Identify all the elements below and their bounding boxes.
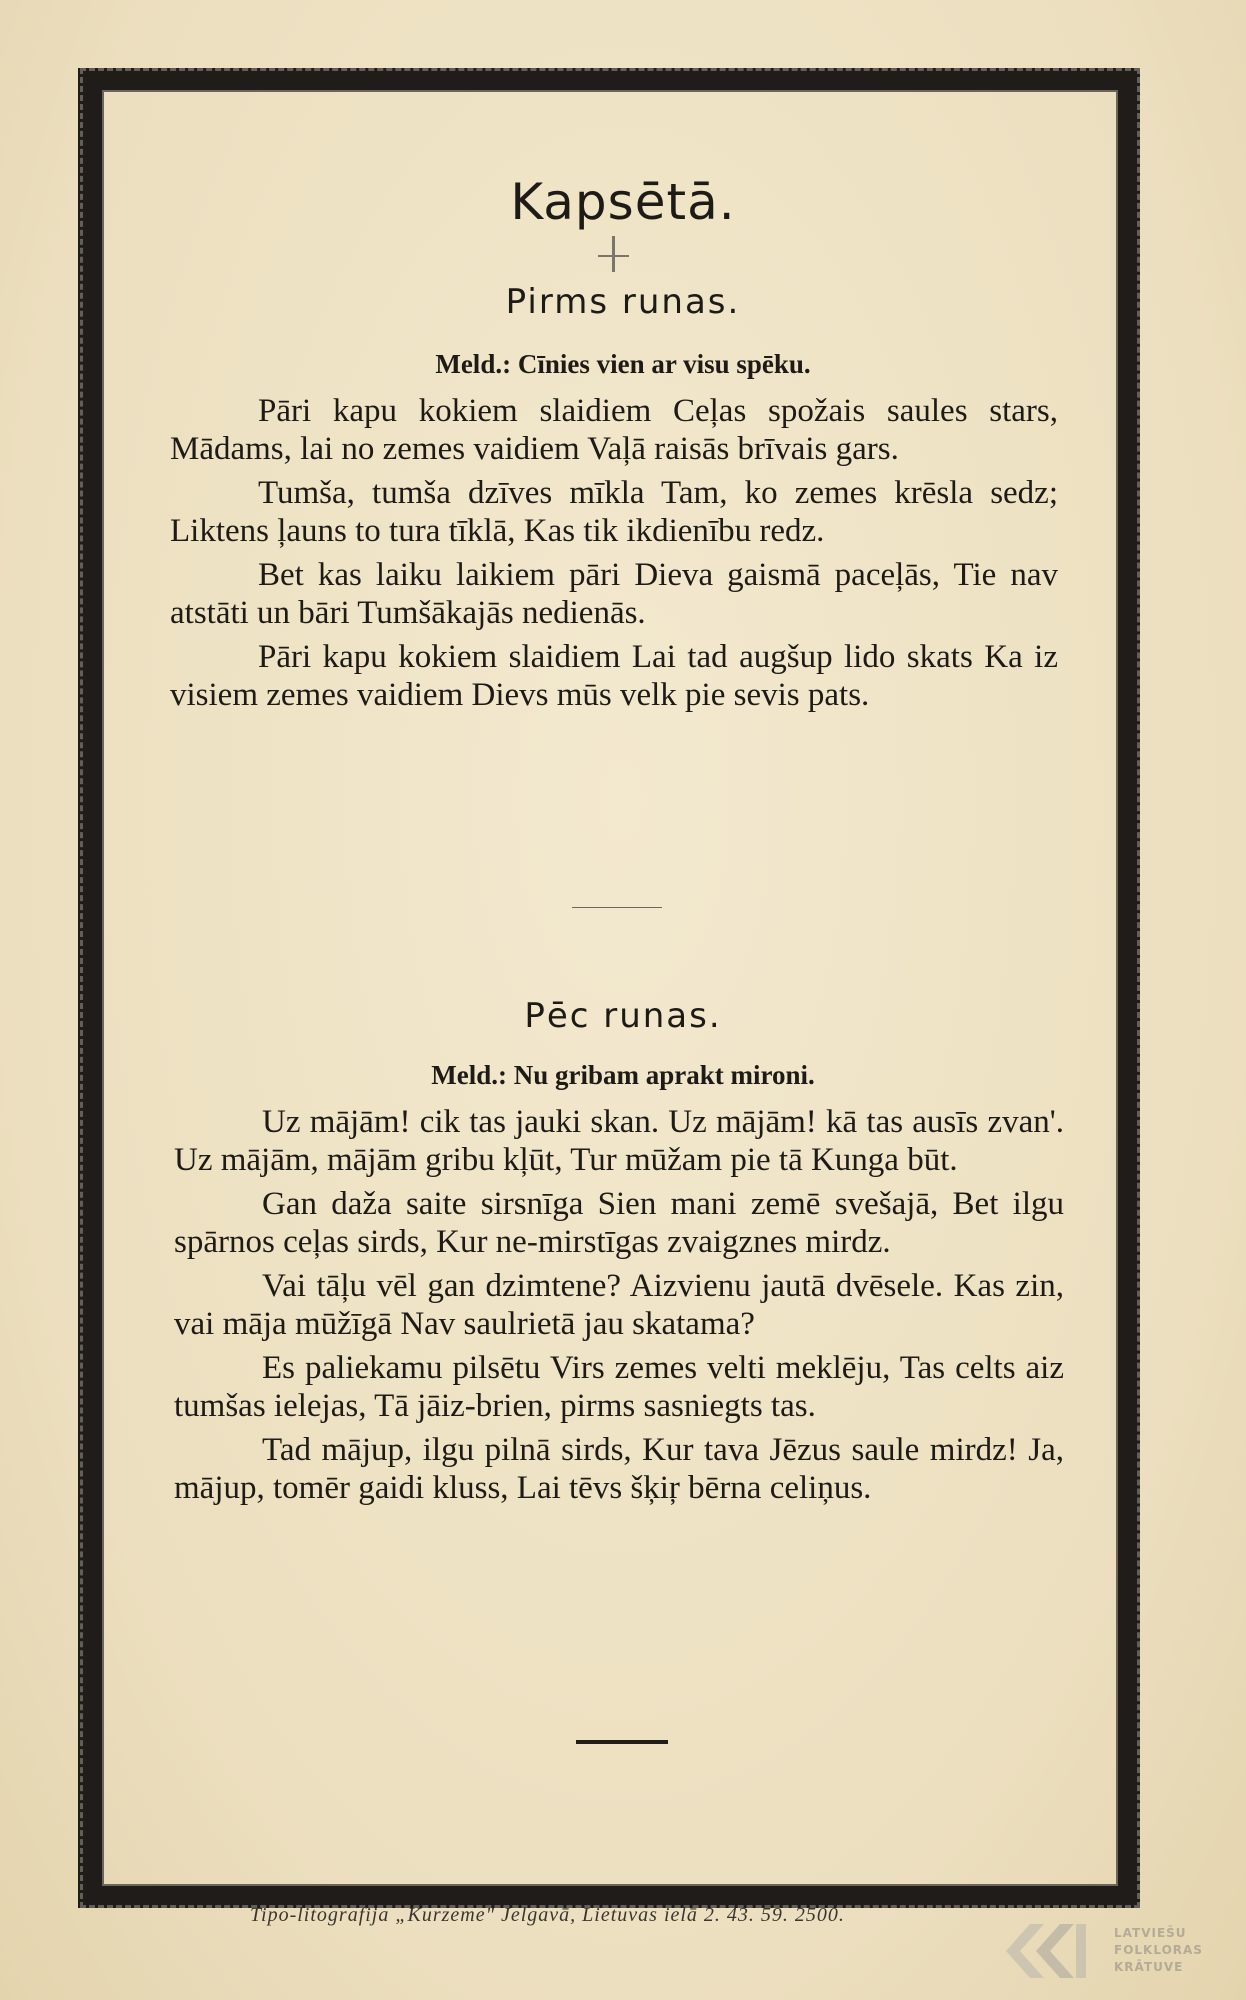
- black-mourning-border: [78, 68, 1140, 1908]
- logo-text-line: FOLKLORAS: [1114, 1943, 1203, 1957]
- stanza: Es paliekamu pilsētu Virs zemes velti meklēju, Tas celts aiz tumšas ielejas, Tā jāiz-brien, pirms sasniegts tas.: [174, 1350, 1064, 1424]
- stanza: Gan daža saite sirsnīga Sien mani zemē svešajā, Bet ilgu spārnos ceļas sirds, Kur ne-mirstīgas zvaigznes mirdz.: [174, 1186, 1064, 1260]
- melody-note-before-speech: Meld.: Cīnies vien ar visu spēku.: [435, 349, 811, 379]
- hymn-after-speech: [174, 1103, 1064, 1513]
- hymn-before-speech: [170, 392, 1058, 720]
- page-title: Kapsētā.: [510, 173, 736, 231]
- stanza: Bet kas laiku laikiem pāri Dieva gaismā paceļās, Tie nav atstāti un bāri Tumšākajās nedienās.: [170, 557, 1058, 631]
- stanza: Vai tāļu vēl gan dzimtene? Aizvienu jautā dvēsele. Kas zin, vai māja mūžīgā Nav saulrietā jau skatama?: [174, 1268, 1064, 1342]
- stanza: Pāri kapu kokiem slaidiem Ceļas spožais saules stars, Mādams, lai no zemes vaidiem Vaļā raisās brīvais gars.: [170, 393, 1058, 467]
- section-heading-before-speech: Pirms runas.: [505, 282, 741, 322]
- stanza: Uz mājām! cik tas jauki skan. Uz mājām! kā tas ausīs zvan'. Uz mājām, mājām gribu kļūt, Tur mūžam pie tā Kunga būt.: [174, 1104, 1064, 1178]
- section-divider: [572, 907, 662, 908]
- end-rule: [576, 1740, 668, 1744]
- archive-logo-icon: [1000, 1916, 1090, 1986]
- stanza: Tad mājup, ilgu pilnā sirds, Kur tava Jēzus saule mirdz! Ja, mājup, tomēr gaidi kluss, Lai tēvs šķiŗ bērna celiņus.: [174, 1432, 1064, 1506]
- stanza: Pāri kapu kokiem slaidiem Lai tad augšup lido skats Ka iz visiem zemes vaidiem Dievs mūs velk pie sevis pats.: [170, 639, 1058, 713]
- logo-text-line: KRĀTUVE: [1114, 1960, 1184, 1974]
- section-heading-after-speech: Pēc runas.: [524, 996, 722, 1036]
- archive-logo: [1000, 1916, 1232, 1986]
- cross-icon: [612, 236, 615, 272]
- printer-imprint: Tipo-litografija „Kurzeme" Jelgavā, Lietuvas ielā 2. 43. 59. 2500.: [250, 1904, 845, 1926]
- melody-note-after-speech: Meld.: Nu gribam aprakt mironi.: [431, 1060, 815, 1090]
- stanza: Tumša, tumša dzīves mīkla Tam, ko zemes krēsla sedz; Liktens ļauns to tura tīklā, Kas tik ikdienību redz.: [170, 475, 1058, 549]
- logo-text-line: LATVIEŠU: [1114, 1926, 1187, 1940]
